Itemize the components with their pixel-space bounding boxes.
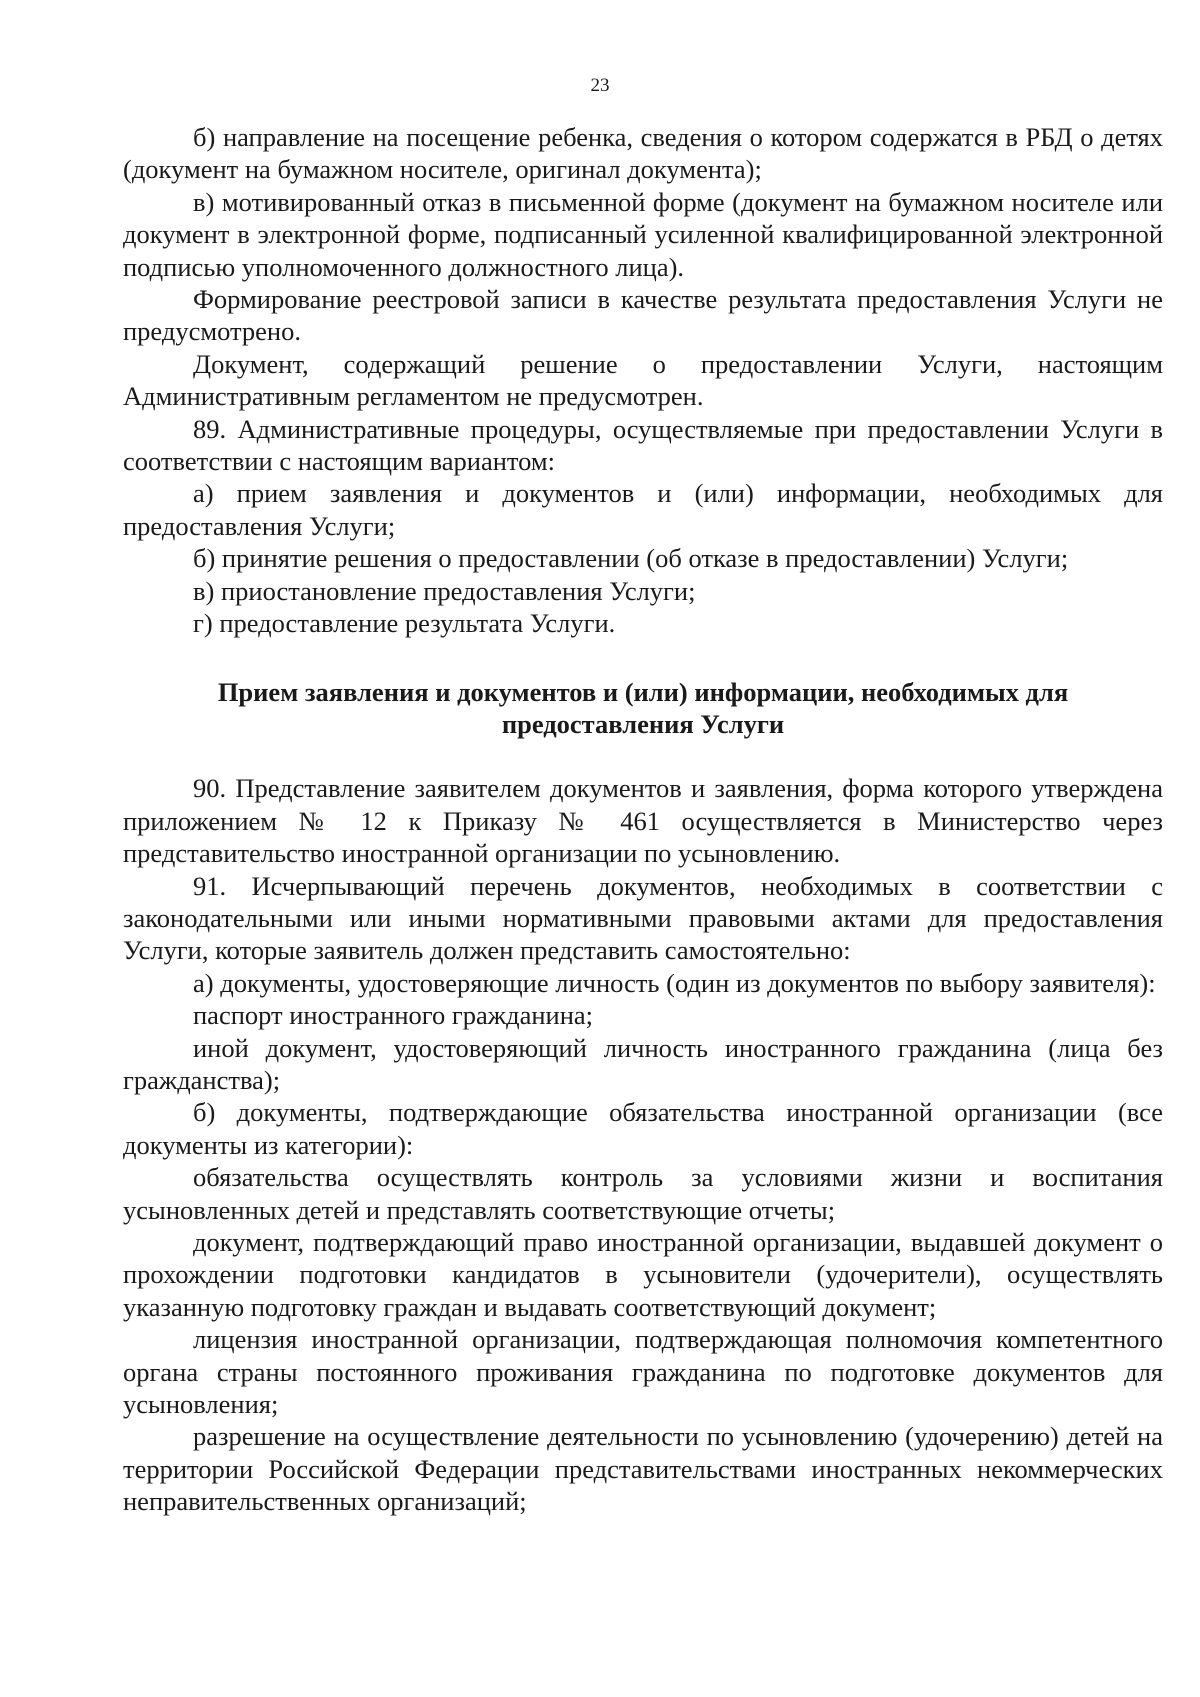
section-heading: Прием заявления и документов и (или) информации, необходимых для предоставления Услуги [217, 676, 1069, 739]
paragraph: паспорт иностранного гражданина; [193, 1000, 593, 1031]
paragraph: б) направление на посещение ребенка, сведения о котором содержатся в РБД о детях (документ на бумажном носителе, оригинал документа); [123, 122, 1163, 185]
paragraph: документ, подтверждающий право иностранной организации, выдавшей документ о прохождении подготовки кандидатов в усыновители (удочерители), осуществлять указанную подготовку граждан и выдавать соответствующий документ; [123, 1227, 1163, 1322]
paragraph: иной документ, удостоверяющий личность иностранного гражданина (лица без гражданства); [123, 1032, 1163, 1095]
document-body [123, 121, 1163, 1518]
paragraph: в) мотивированный отказ в письменной форме (документ на бумажном носителе или документ в электронной форме, подписанный усиленной квалифицированной электронной подписью уполномоченного должностного лица). [123, 186, 1163, 282]
paragraph: в) приостановление предоставления Услуги; [193, 575, 696, 606]
paragraph: 91. Исчерпывающий перечень документов, необходимых в соответствии с законодательными или иными нормативными правовыми актами для предоставления Услуги, которые заявитель должен представить самостоятельно: [123, 870, 1163, 966]
paragraph: а) прием заявления и документов и (или) информации, необходимых для предоставления Услуги; [123, 478, 1163, 541]
paragraph: б) принятие решения о предоставлении (об отказе в предоставлении) Услуги; [193, 543, 1069, 574]
paragraph: б) документы, подтверждающие обязательства иностранной организации (все документы из категории): [123, 1097, 1163, 1160]
paragraph: Документ, содержащий решение о предоставлении Услуги, настоящим Административным регламентом не предусмотрен. [123, 348, 1163, 412]
page-number: 23 [590, 75, 610, 96]
paragraph: 89. Административные процедуры, осуществляемые при предоставлении Услуги в соответствии с настоящим вариантом: [123, 413, 1163, 477]
paragraph: обязательства осуществлять контроль за условиями жизни и воспитания усыновленных детей и представлять соответствующие отчеты; [123, 1162, 1163, 1225]
paragraph: а) документы, удостоверяющие личность (один из документов по выбору заявителя): [193, 967, 1156, 998]
paragraph: разрешение на осуществление деятельности по усыновлению (удочерению) детей на территории Российской Федерации представительствами иностранных некоммерческих неправительственных организаций; [123, 1421, 1163, 1517]
paragraph: Формирование реестровой записи в качестве результата предоставления Услуги не предусмотрено. [123, 284, 1163, 347]
paragraph: 90. Представление заявителем документов и заявления, форма которого утверждена приложением № 12 к Приказу № 461 осуществляется в Министерство через представительство иностранной организации по усыновлению. [123, 773, 1163, 869]
paragraph: г) предоставление результата Услуги. [193, 608, 616, 639]
paragraph: лицензия иностранной организации, подтверждающая полномочия компетентного органа страны постоянного проживания гражданина по подготовке документов для усыновления; [123, 1324, 1163, 1420]
